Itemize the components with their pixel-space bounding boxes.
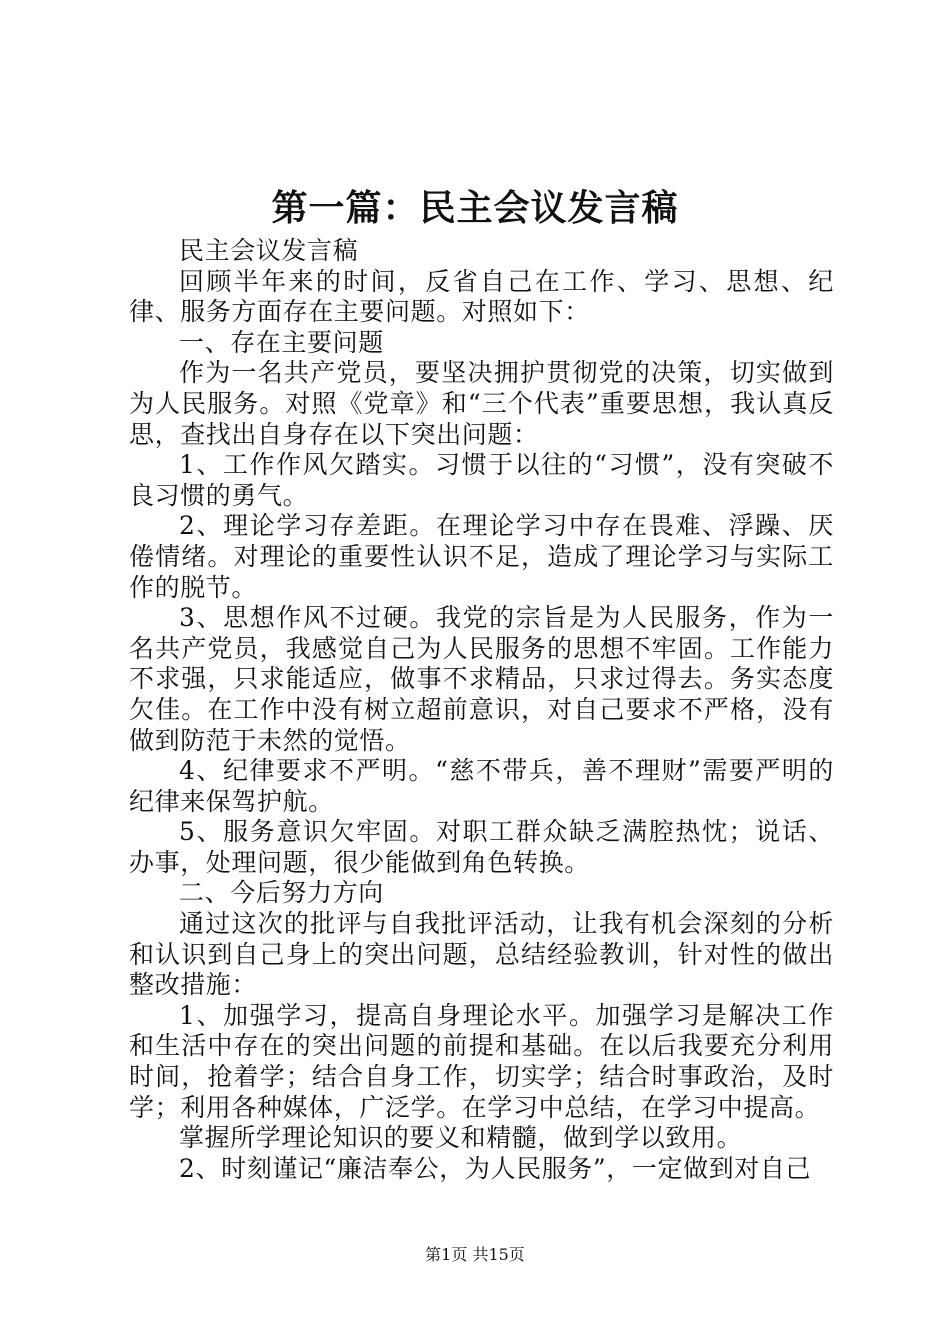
paragraph-problem-5: 5、服务意识欠牢固。对职工群众缺乏满腔热忱；说话、办事，处理问题，很少能做到角色转换。 xyxy=(129,817,834,877)
document-title: 第一篇：民主会议发言稿 xyxy=(271,187,679,229)
paragraph-intro: 回顾半年来的时间，反省自己在工作、学习、思想、纪律、服务方面存在主要问题。对照如下： xyxy=(129,266,834,327)
document-body xyxy=(129,236,834,1184)
paragraph-problem-2: 2、理论学习存差距。在理论学习中存在畏难、浮躁、厌倦情绪。对理论的重要性认识不足，造成了理论学习与实际工作的脱节。 xyxy=(129,511,834,602)
section-heading-direction: 二、今后努力方向 xyxy=(179,878,384,908)
paragraph-direction-intro: 通过这次的批评与自我批评活动，让我有机会深刻的分析和认识到自己身上的突出问题，总结经验教训，针对性的做出整改措施： xyxy=(129,909,834,1000)
paragraph-measure-2: 2、时刻谨记“廉洁奉公，为人民服务”，一定做到对自己 xyxy=(179,1153,812,1183)
paragraph-heading: 民主会议发言稿 xyxy=(179,236,359,265)
paragraph-problem-1: 1、工作作风欠踏实。习惯于以往的“习惯”，没有突破不良习惯的勇气。 xyxy=(129,450,834,510)
paragraph-measure-1: 1、加强学习，提高自身理论水平。加强学习是解决工作和生活中存在的突出问题的前提和基础。在以后我要充分利用时间，抢着学；结合自身工作，切实学；结合时事政治，及时学；利用各种媒体，广泛学。在学习中总结，在学习中提高。 xyxy=(129,1000,834,1122)
section-heading-problems: 一、存在主要问题 xyxy=(179,327,384,357)
paragraph-measure-1-cont: 掌握所学理论知识的要义和精髓，做到学以致用。 xyxy=(179,1123,743,1153)
paragraph-problem-4: 4、纪律要求不严明。“慈不带兵，善不理财”需要严明的纪律来保驾护航。 xyxy=(129,756,834,816)
paragraph-problem-3: 3、思想作风不过硬。我党的宗旨是为人民服务，作为一名共产党员，我感觉自己为人民服务的思想不牢固。工作能力不求强，只求能适应，做事不求精品，只求过得去。务实态度欠佳。在工作中没有树立超前意识，对自己要求不严格，没有做到防范于未然的觉悟。 xyxy=(129,603,834,755)
paragraph-problems-intro: 作为一名共产党员，要坚决拥护贯彻党的决策，切实做到为人民服务。对照《党章》和“三个代表”重要思想，我认真反思，查找出自身存在以下突出问题： xyxy=(129,358,834,449)
page-footer: 第1页 共15页 xyxy=(425,1245,525,1264)
